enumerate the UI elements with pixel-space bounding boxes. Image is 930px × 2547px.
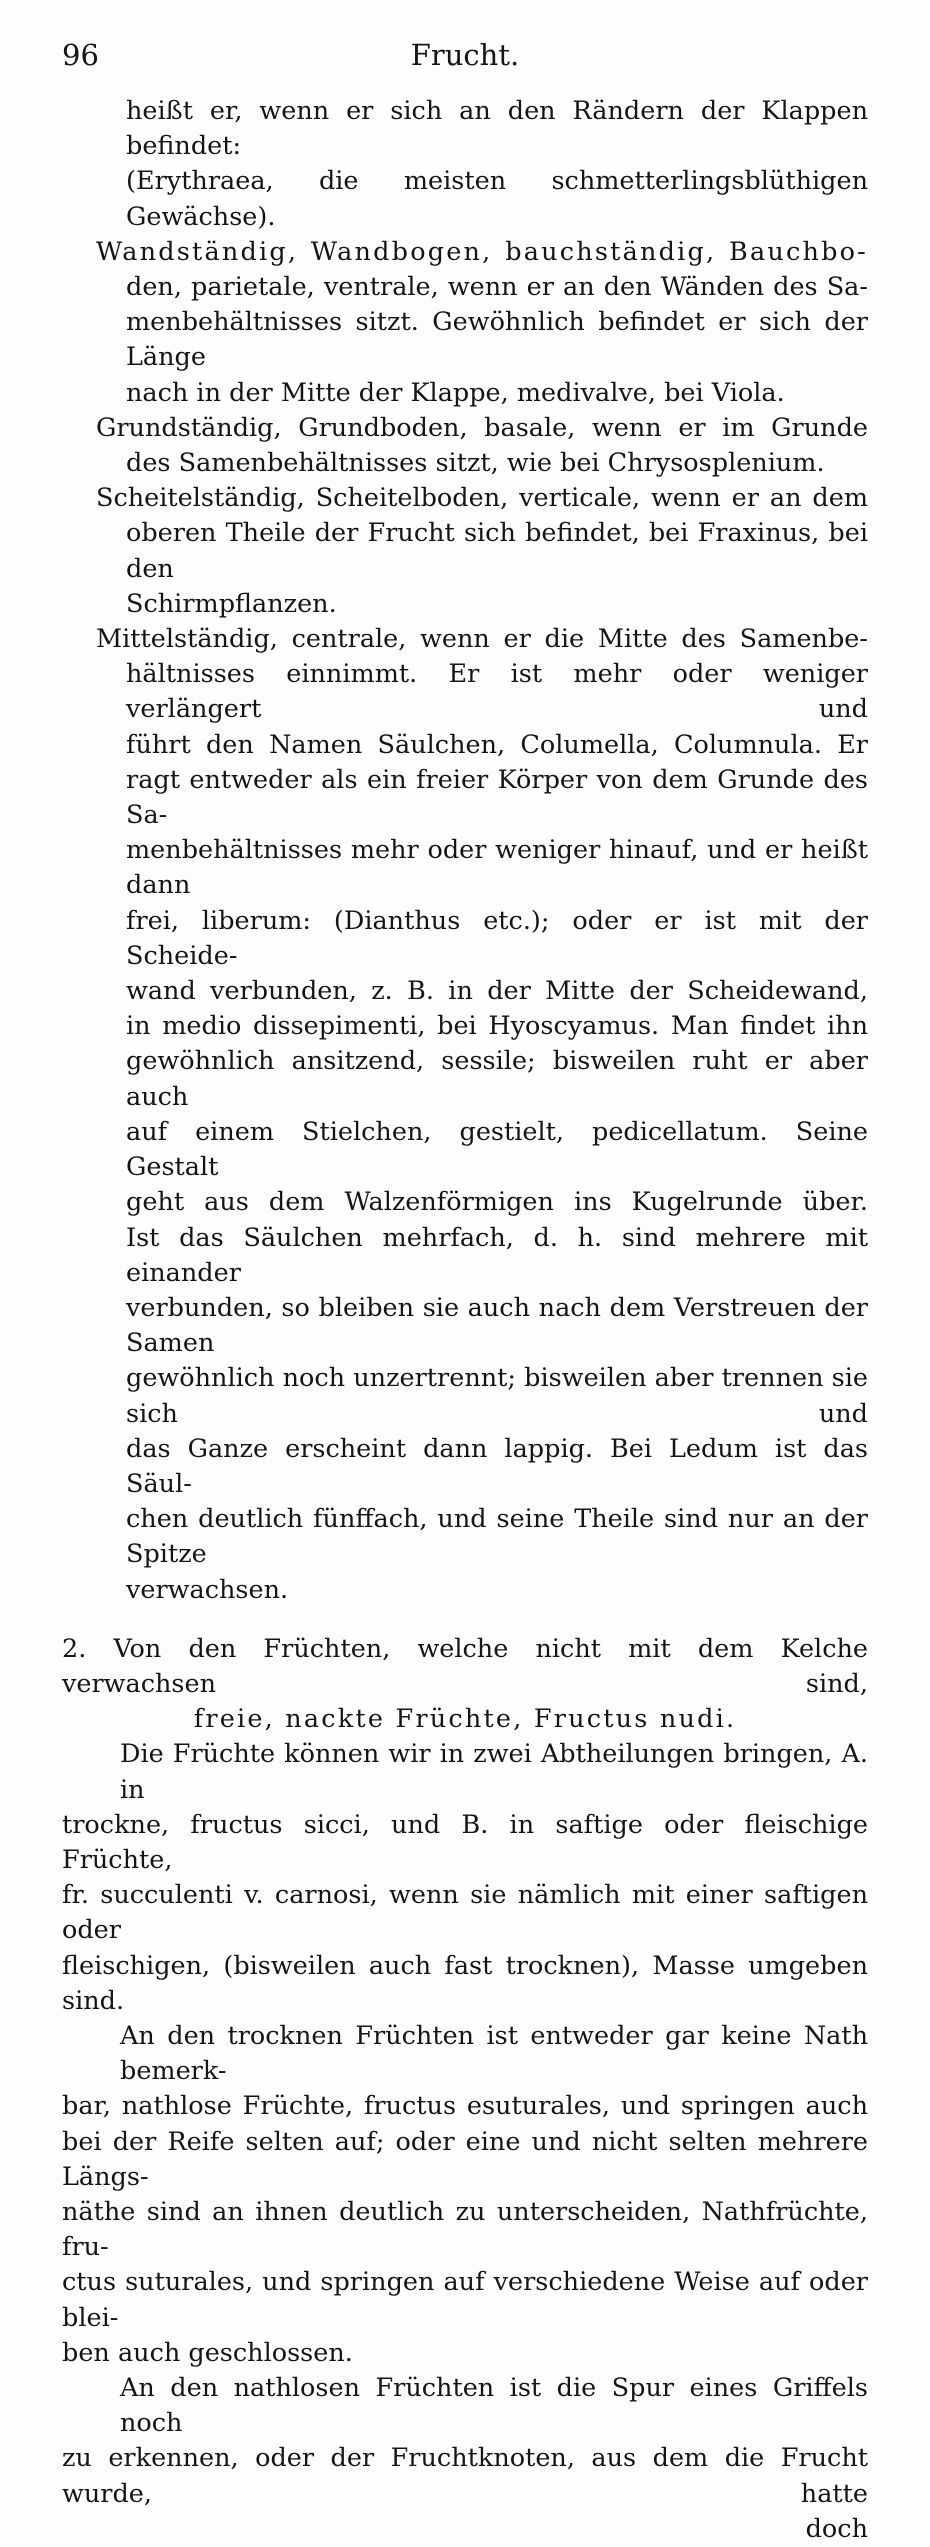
text-line: näthe sind an ihnen deutlich zu unterscheiden, Nathfrüchte, fru- [62,2196,868,2263]
text-line: Scheitelständig, Scheitelboden, verticale, wenn er an dem [96,483,868,514]
text-line: menbehältnisses mehr oder weniger hinauf, und er heißt dann [126,835,868,901]
running-title: Frucht. [410,38,520,72]
paragraph [62,1737,868,2019]
text-line: An den nathlosen Früchten ist die Spur eines Griffels noch [120,2373,868,2439]
text-line: fleischigen, (bisweilen auch fast trocknen), Masse umgeben sind. [62,1950,868,2016]
text-line: Schirmpflanzen. [126,588,337,619]
entry-scheitelstaendig [62,481,868,622]
text-line: heißt er, wenn er sich an den Rändern der Klappen befindet: [126,96,868,162]
text-line: Ist das Säulchen mehrfach, d. h. sind mehrere mit einander [126,1222,868,1288]
text-line: chen deutlich fünffach, und seine Theile sind nur an der Spitze [126,1504,868,1570]
entry-grundstaendig [62,411,868,481]
text-line: ragt entweder als ein freier Körper von dem Grunde des Sa- [126,764,868,831]
section-heading-line: freie, nackte Früchte, Fructus nudi. [193,1704,737,1735]
entry-mittelstaendig [62,622,868,1608]
text-line: oberen Theile der Frucht sich befindet, bei Fraxinus, bei den [126,518,868,584]
text-line: wand verbunden, z. B. in der Mitte der Scheidewand, [126,976,868,1007]
paragraph [62,2019,868,2371]
text-line: menbehältnisses sitzt. Gewöhnlich befindet er sich der Länge [126,307,868,373]
page-body [62,94,868,2547]
section-heading [62,1632,868,1738]
text-line: verbunden, so bleiben sie auch nach dem Verstreuen der Samen [126,1292,868,1359]
text-line: ctus suturales, und springen auf verschiedene Weise auf oder blei- [62,2267,868,2333]
text-line: bar, nathlose Früchte, fructus esuturales, und springen auch [62,2091,868,2122]
text-line: ben auch geschlossen. [62,2337,353,2368]
text-line: frei, liberum: (Dianthus etc.); oder er ist mit der Scheide- [126,905,868,971]
text-line: Grundständig, Grundboden, basale, wenn er im Grunde [96,412,868,443]
text-line: Die Früchte können wir in zwei Abtheilungen bringen, A. in [120,1739,868,1805]
text-line: auf einem Stielchen, gestielt, pedicellatum. Seine Gestalt [126,1116,868,1183]
text-line: des Samenbehältnisses sitzt, wie bei Chrysosplenium. [126,448,825,479]
text-line: bei der Reife selten auf; oder eine und nicht selten mehrere Längs- [62,2126,868,2192]
text-line: den, parietale, ventrale, wenn er an den Wänden des Sa- [126,272,868,303]
text-line: das Ganze erscheint dann lappig. Bei Ledum ist das Säul- [126,1433,868,1499]
text-line: gewöhnlich noch unzertrennt; bisweilen aber trennen sie sich und [126,1363,868,1429]
catchword: doch [805,2513,868,2544]
page-number: 96 [62,38,99,72]
text-line: gewöhnlich ansitzend, sessile; bisweilen ruht er aber auch [126,1046,868,1112]
entry-wandstaendig [62,235,868,411]
text-line: Wandständig, Wandbogen, bauchständig, Bauchbo- [96,236,868,267]
text-line: An den trocknen Früchten ist entweder gar keine Nath bemerk- [120,2020,868,2087]
text-line: verwachsen. [126,1574,289,1605]
text-line: fr. succulenti v. carnosi, wenn sie nämlich mit einer saftigen oder [62,1880,868,1946]
section-heading-line: 2. Von den Früchten, welche nicht mit dem Kelche verwachsen sind, [62,1633,868,1699]
text-line: führt den Namen Säulchen, Columella, Columnula. Er [126,729,868,760]
text-line: nach in der Mitte der Klappe, medivalve, bei Viola. [126,377,785,408]
text-line: (Erythraea, die meisten schmetterlingsblüthigen Gewächse). [126,166,868,232]
text-line: hältnisses einnimmt. Er ist mehr oder weniger verlängert und [126,659,868,725]
text-line: Mittelständig, centrale, wenn er die Mitte des Samenbe- [96,624,868,655]
text-line: in medio dissepimenti, bei Hyoscyamus. Man findet ihn [126,1011,868,1042]
text-line: geht aus dem Walzenförmigen ins Kugelrunde über. [126,1187,868,1218]
text-line: zu erkennen, oder der Fruchtknoten, aus dem die Frucht wurde, hatte [62,2443,868,2509]
paragraph [62,2371,868,2512]
text-line: trockne, fructus sicci, und B. in saftige oder fleischige Früchte, [62,1809,868,1875]
entry-continuation [62,94,868,235]
running-header [0,38,930,78]
